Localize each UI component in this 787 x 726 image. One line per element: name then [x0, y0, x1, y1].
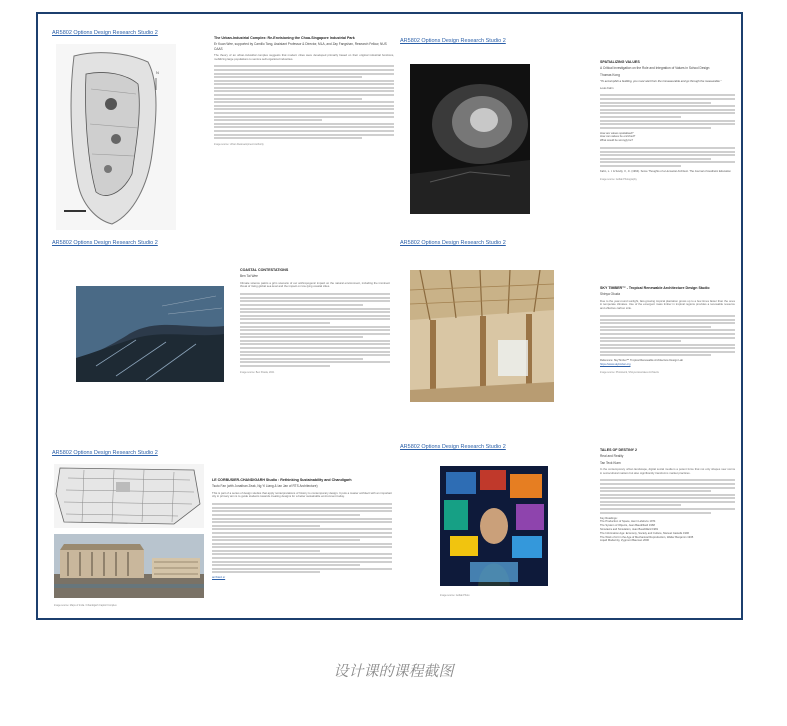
- panel-authors: Er Kuan Wee, supported by Camillo Tang, Assistant Professor & Director, MLA, and Zay Fangshan, Research Fellow, NUS CAAS: [214, 42, 387, 51]
- panel-title: LE CORBUSIER-CHANDIGARH Studio : Rethinking Sustainability and Chandigarh: [212, 478, 352, 482]
- panel-author: Ben Tai Wee: [240, 274, 258, 279]
- panel-author: Shinya Okuda: [600, 292, 621, 297]
- timber-structure-photo: [410, 270, 554, 402]
- reading-item: Liquid Modernity, Zygmunt Bauman 2000: [600, 539, 649, 543]
- svg-text:N: N: [156, 70, 159, 75]
- contact-email[interactable]: architect.sr: [212, 576, 226, 580]
- panel-title: SKY TIMBER™ - Tropical Renewable Architecture Design Studio: [600, 286, 710, 290]
- question-1: How are values spatialised?: [600, 131, 634, 135]
- reading-item: The System of Objects, Jean Baudrillard 1968: [600, 524, 655, 528]
- screenshot-frame: [36, 12, 743, 620]
- panel-authors: Tsuto Fan (with Jonathan Zeak, Ng Yi Liang & Ian Jan of RTS Architecture): [212, 484, 318, 489]
- text-lines: [214, 65, 394, 139]
- text-lines: [240, 293, 390, 367]
- industrial-park-map-image: [56, 44, 176, 230]
- text-lines: [212, 503, 392, 573]
- panel-body: Climate science paints a grim scenario of our anthropogenic impact on the natural environment, including the imminent threat of rising global sea level and the impact on low-lying coastal cities.: [240, 280, 390, 289]
- panel-title: SPATIALIZING VALUES: [600, 60, 640, 64]
- panel-le-corbusier: [52, 450, 397, 618]
- panel-header[interactable]: AR5802 Options Design Research Studio 2: [52, 30, 158, 36]
- reading-item: The Work of Art in the Age of Mechanical Reproduction, Walter Benjamin 1935: [600, 535, 694, 539]
- reading-item: The Information Age: Economy, Society and Culture, Manuel Castells 1996: [600, 531, 689, 535]
- quote-author: Louis Kahn: [600, 86, 614, 90]
- panel-author: Tan Teck Kiam: [600, 460, 621, 465]
- panel-header[interactable]: AR5802 Options Design Research Studio 2: [52, 450, 158, 456]
- panel-title: The Urban-Industrial Complex: Re-Envisioning the Choa-Singapore Industrial Park: [214, 36, 355, 40]
- digital-media-collage: [440, 466, 548, 586]
- capitol-complex-photo: [54, 534, 204, 598]
- reading-item: Simulacra and Simulation, Jean Baudrillard 1981: [600, 528, 659, 532]
- image-credit: Image source: Gollak Photography: [600, 177, 637, 181]
- image-credit: Image source: Urban Redevelopment Authority: [214, 143, 264, 147]
- chandigarh-plan-image: [54, 464, 204, 528]
- panel-body: In the contemporary urban landscape, digital social media is a potent force that not only shapes new norms in sociocultural matters but also significantly transforms market practices.: [600, 466, 735, 475]
- question-2: How can values be enriched?: [600, 135, 636, 139]
- image-credit: Image source: Maps of India / Chandigarh Capitol Complex: [54, 604, 117, 607]
- panel-spatializing-values: [400, 38, 738, 234]
- question-3: What would be wrongly be?: [600, 139, 634, 143]
- image-credit: Image source: Ben Khada, 2021: [240, 371, 275, 375]
- readings-label: Key Readings:: [600, 516, 618, 520]
- panel-urban-industrial: [52, 30, 397, 230]
- panel-quote: "To accomplish a building, you must start from the immeasurable and go through the measurable.": [600, 78, 722, 83]
- panel-sky-timber: [400, 240, 738, 436]
- image-caption: 设计课的课程截图: [333, 662, 454, 680]
- panel-title: TALES OF DESTINY 2: [600, 448, 638, 452]
- panel-subtitle: A Critical Investigation on the Role and Integration of Values in School Design: [600, 66, 710, 71]
- panel-header[interactable]: AR5802 Options Design Research Studio 2: [52, 240, 158, 246]
- panel-author: Thomas Kong: [600, 72, 620, 77]
- panel-reference: Kahn, L. I. & Scully, V., Jr. (1964). Some Thoughts of a Humanist Architect. The Journal of Aesthetic Education: [600, 170, 731, 173]
- reading-item: The Production of Space, Henri Lefebvre 1974: [600, 520, 656, 524]
- panel-header[interactable]: AR5802 Options Design Research Studio 2: [400, 240, 506, 246]
- panel-coastal-contestations: [52, 240, 397, 440]
- panel-header[interactable]: AR5802 Options Design Research Studio 2: [400, 444, 506, 450]
- image-credit: Image source: Gollak Photo: [440, 594, 470, 597]
- coastal-aerial-photo: [76, 286, 224, 382]
- panel-reference: Reference: SkyTimber™ Tropical Renewable Architecture Design Lab: [600, 359, 683, 363]
- text-lines: [600, 94, 735, 128]
- school-interior-photo: [410, 64, 530, 214]
- text-lines: [600, 315, 735, 357]
- panel-subtitle: Real and Reality: [600, 454, 624, 459]
- panel-body: This is part of a series of design studios that apply reinterpretations of history to contemporary design. It puts a master architect with an important city in primary aim is to guide students towards creating designs for a better sustainable environment today.: [212, 490, 392, 499]
- panel-tales-of-destiny: [400, 444, 738, 618]
- panel-header[interactable]: AR5802 Options Design Research Studio 2: [400, 38, 506, 44]
- image-credit: Image source: Photowork, Shinya Associates Architects: [600, 371, 659, 375]
- panel-body: Due to the year-round sunlight, fast-growing tropical plantation grows up to a few times faster than the ones in temperate climates. Use of the emergent mass timber in tropical regions provides a renewable resource and effective carbon sink.: [600, 298, 735, 311]
- panel-body: The theory of an urban-industrial complex suggests that modern cities were developed primarily based on their original industrial functions, mobilizing large populations to service self-organized industries.: [214, 52, 394, 61]
- text-lines: [600, 147, 735, 167]
- reference-link[interactable]: https://www.skytimber.org: [600, 363, 631, 367]
- panel-title: COASTAL CONTESTATIONS: [240, 268, 289, 272]
- text-lines: [600, 479, 735, 513]
